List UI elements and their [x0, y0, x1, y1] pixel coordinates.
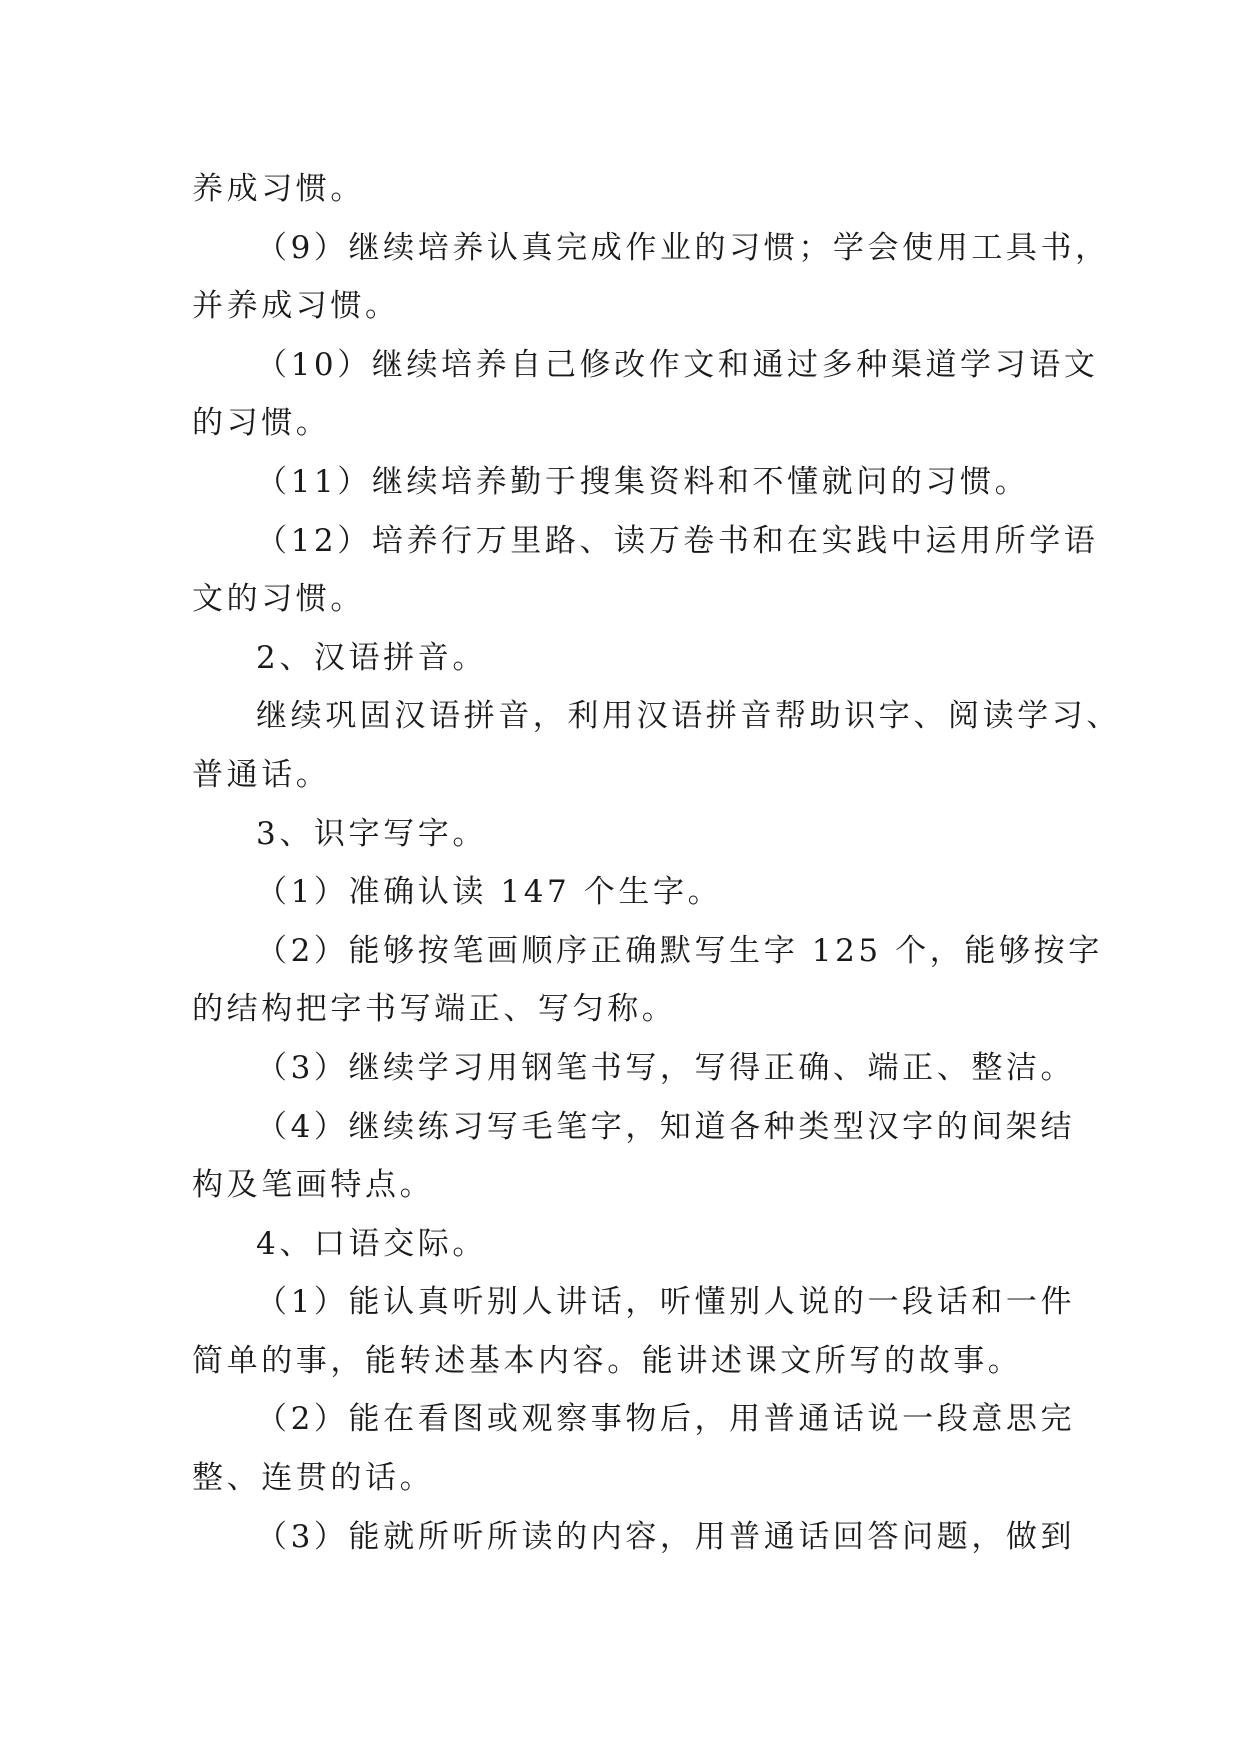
text-line: （4）继续练习写毛笔字，知道各种类型汉字的间架结 [256, 1108, 1076, 1145]
text-line: （3）继续学习用钢笔书写，写得正确、端正、整洁。 [256, 1049, 1076, 1086]
text-line: 并养成习惯。 [192, 288, 400, 325]
text-line: （12）培养行万里路、读万卷书和在实践中运用所学语 [256, 522, 1099, 559]
text-line: 构及笔画特点。 [192, 1167, 435, 1204]
section-heading: 3、识字写字。 [256, 815, 487, 852]
text-line: （2）能在看图或观察事物后，用普通话说一段意思完 [256, 1401, 1076, 1438]
text-line: （2）能够按笔画顺序正确默写生字 125 个，能够按字 [256, 932, 1103, 969]
text-line: 继续巩固汉语拼音，利用汉语拼音帮助识字、阅读学习、 [256, 698, 1121, 735]
document-body [192, 160, 1121, 1566]
text-line: 养成习惯。 [192, 171, 365, 207]
section-heading: 2、汉语拼音。 [256, 639, 487, 676]
text-line: 普通话。 [192, 756, 331, 793]
text-line: 简单的事，能转述基本内容。能讲述课文所写的故事。 [192, 1342, 1023, 1379]
text-line: （10）继续培养自己修改作文和通过多种渠道学习语文 [256, 346, 1099, 383]
text-line: 的结构把字书写端正、写匀称。 [192, 991, 677, 1028]
text-line: （11）继续培养勤于搜集资料和不懂就问的习惯。 [256, 463, 1030, 500]
text-line: 文的习惯。 [192, 581, 365, 618]
text-line: （1）能认真听别人讲话，听懂别人说的一段话和一件 [256, 1284, 1076, 1321]
section-heading: 4、口语交际。 [256, 1225, 487, 1262]
text-line: 整、连贯的话。 [192, 1460, 435, 1497]
text-line: （3）能就所听所读的内容，用普通话回答问题，做到 [256, 1518, 1076, 1555]
text-line: 的习惯。 [192, 405, 331, 442]
text-line: （9）继续培养认真完成作业的习惯；学会使用工具书， [256, 229, 1110, 266]
text-line: （1）准确认读 147 个生字。 [256, 874, 723, 911]
